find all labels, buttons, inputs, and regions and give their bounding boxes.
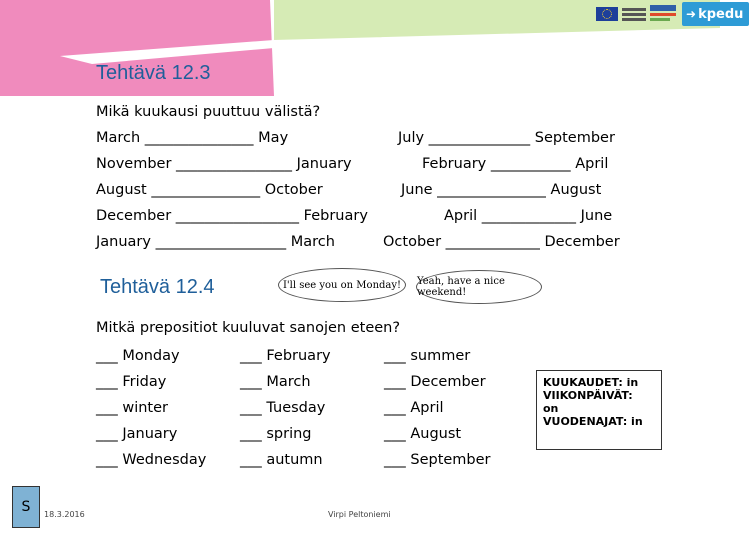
task2-item: ___ Friday — [96, 374, 167, 390]
task1-title: Tehtävä 12.3 — [96, 62, 211, 84]
task1-question: Mikä kuukausi puuttuu välistä? — [96, 104, 321, 120]
task1-item: July ______________ September — [398, 130, 615, 146]
preposition-note — [536, 370, 662, 450]
task2-item: ___ Monday — [96, 348, 180, 364]
task1-item: June _______________ August — [401, 182, 602, 198]
task2-title: Tehtävä 12.4 — [100, 276, 215, 298]
task2-item: ___ December — [384, 374, 486, 390]
speech-bubble — [416, 270, 542, 304]
task2-item: ___ August — [384, 426, 462, 442]
task1-item: January __________________ March — [96, 234, 335, 250]
scroll-icon — [12, 486, 40, 528]
task2-item: ___ winter — [96, 400, 169, 416]
task2-item: ___ Wednesday — [96, 452, 207, 468]
task1-item: February ___________ April — [422, 156, 609, 172]
note-line: on — [543, 402, 559, 415]
task1-item: March _______________ May — [96, 130, 289, 146]
note-line: VIIKONPÄIVÄT: — [543, 389, 633, 402]
note-line: VUODENAJAT: in — [543, 415, 643, 428]
task2-item: ___ spring — [240, 426, 312, 442]
task2-item: ___ February — [240, 348, 331, 364]
kpedu-arrow-icon: ➜ — [686, 7, 697, 21]
task2-item: ___ April — [384, 400, 444, 416]
task2-column — [240, 347, 331, 477]
eu-text-logo — [622, 4, 646, 24]
task2-column — [384, 347, 491, 477]
scroll-icon-letter: S — [21, 499, 31, 515]
kpedu-logo — [682, 2, 749, 26]
task2-item: ___ autumn — [240, 452, 323, 468]
task1-item: December _________________ February — [96, 208, 368, 224]
task1-item: October _____________ December — [383, 234, 620, 250]
eu-flag-logo — [596, 7, 618, 21]
task2-item: ___ Tuesday — [240, 400, 326, 416]
task2-column — [96, 347, 206, 477]
speech-bubble — [278, 268, 406, 302]
kpedu-logo-text: kpedu — [698, 6, 744, 22]
task2-question: Mitkä prepositiot kuuluvat sanojen eteen? — [96, 320, 401, 336]
task2-item: ___ September — [384, 452, 491, 468]
logo-group — [596, 2, 749, 26]
footer-date: 18.3.2016 — [44, 510, 85, 519]
task2-item: ___ summer — [384, 348, 471, 364]
task1-item: November ________________ January — [96, 156, 352, 172]
footer-author: Virpi Peltoniemi — [328, 510, 391, 519]
task1-item: April _____________ June — [444, 208, 613, 224]
speech-bubble-text: Yeah, have a nice weekend! — [417, 276, 505, 298]
fuita-logo — [650, 3, 678, 25]
speech-bubble-text: I'll see you on Monday! — [282, 279, 402, 291]
task2-item: ___ January — [96, 426, 178, 442]
note-line: KUUKAUDET: in — [543, 376, 639, 389]
task1-item: August _______________ October — [96, 182, 323, 198]
task2-item: ___ March — [240, 374, 311, 390]
